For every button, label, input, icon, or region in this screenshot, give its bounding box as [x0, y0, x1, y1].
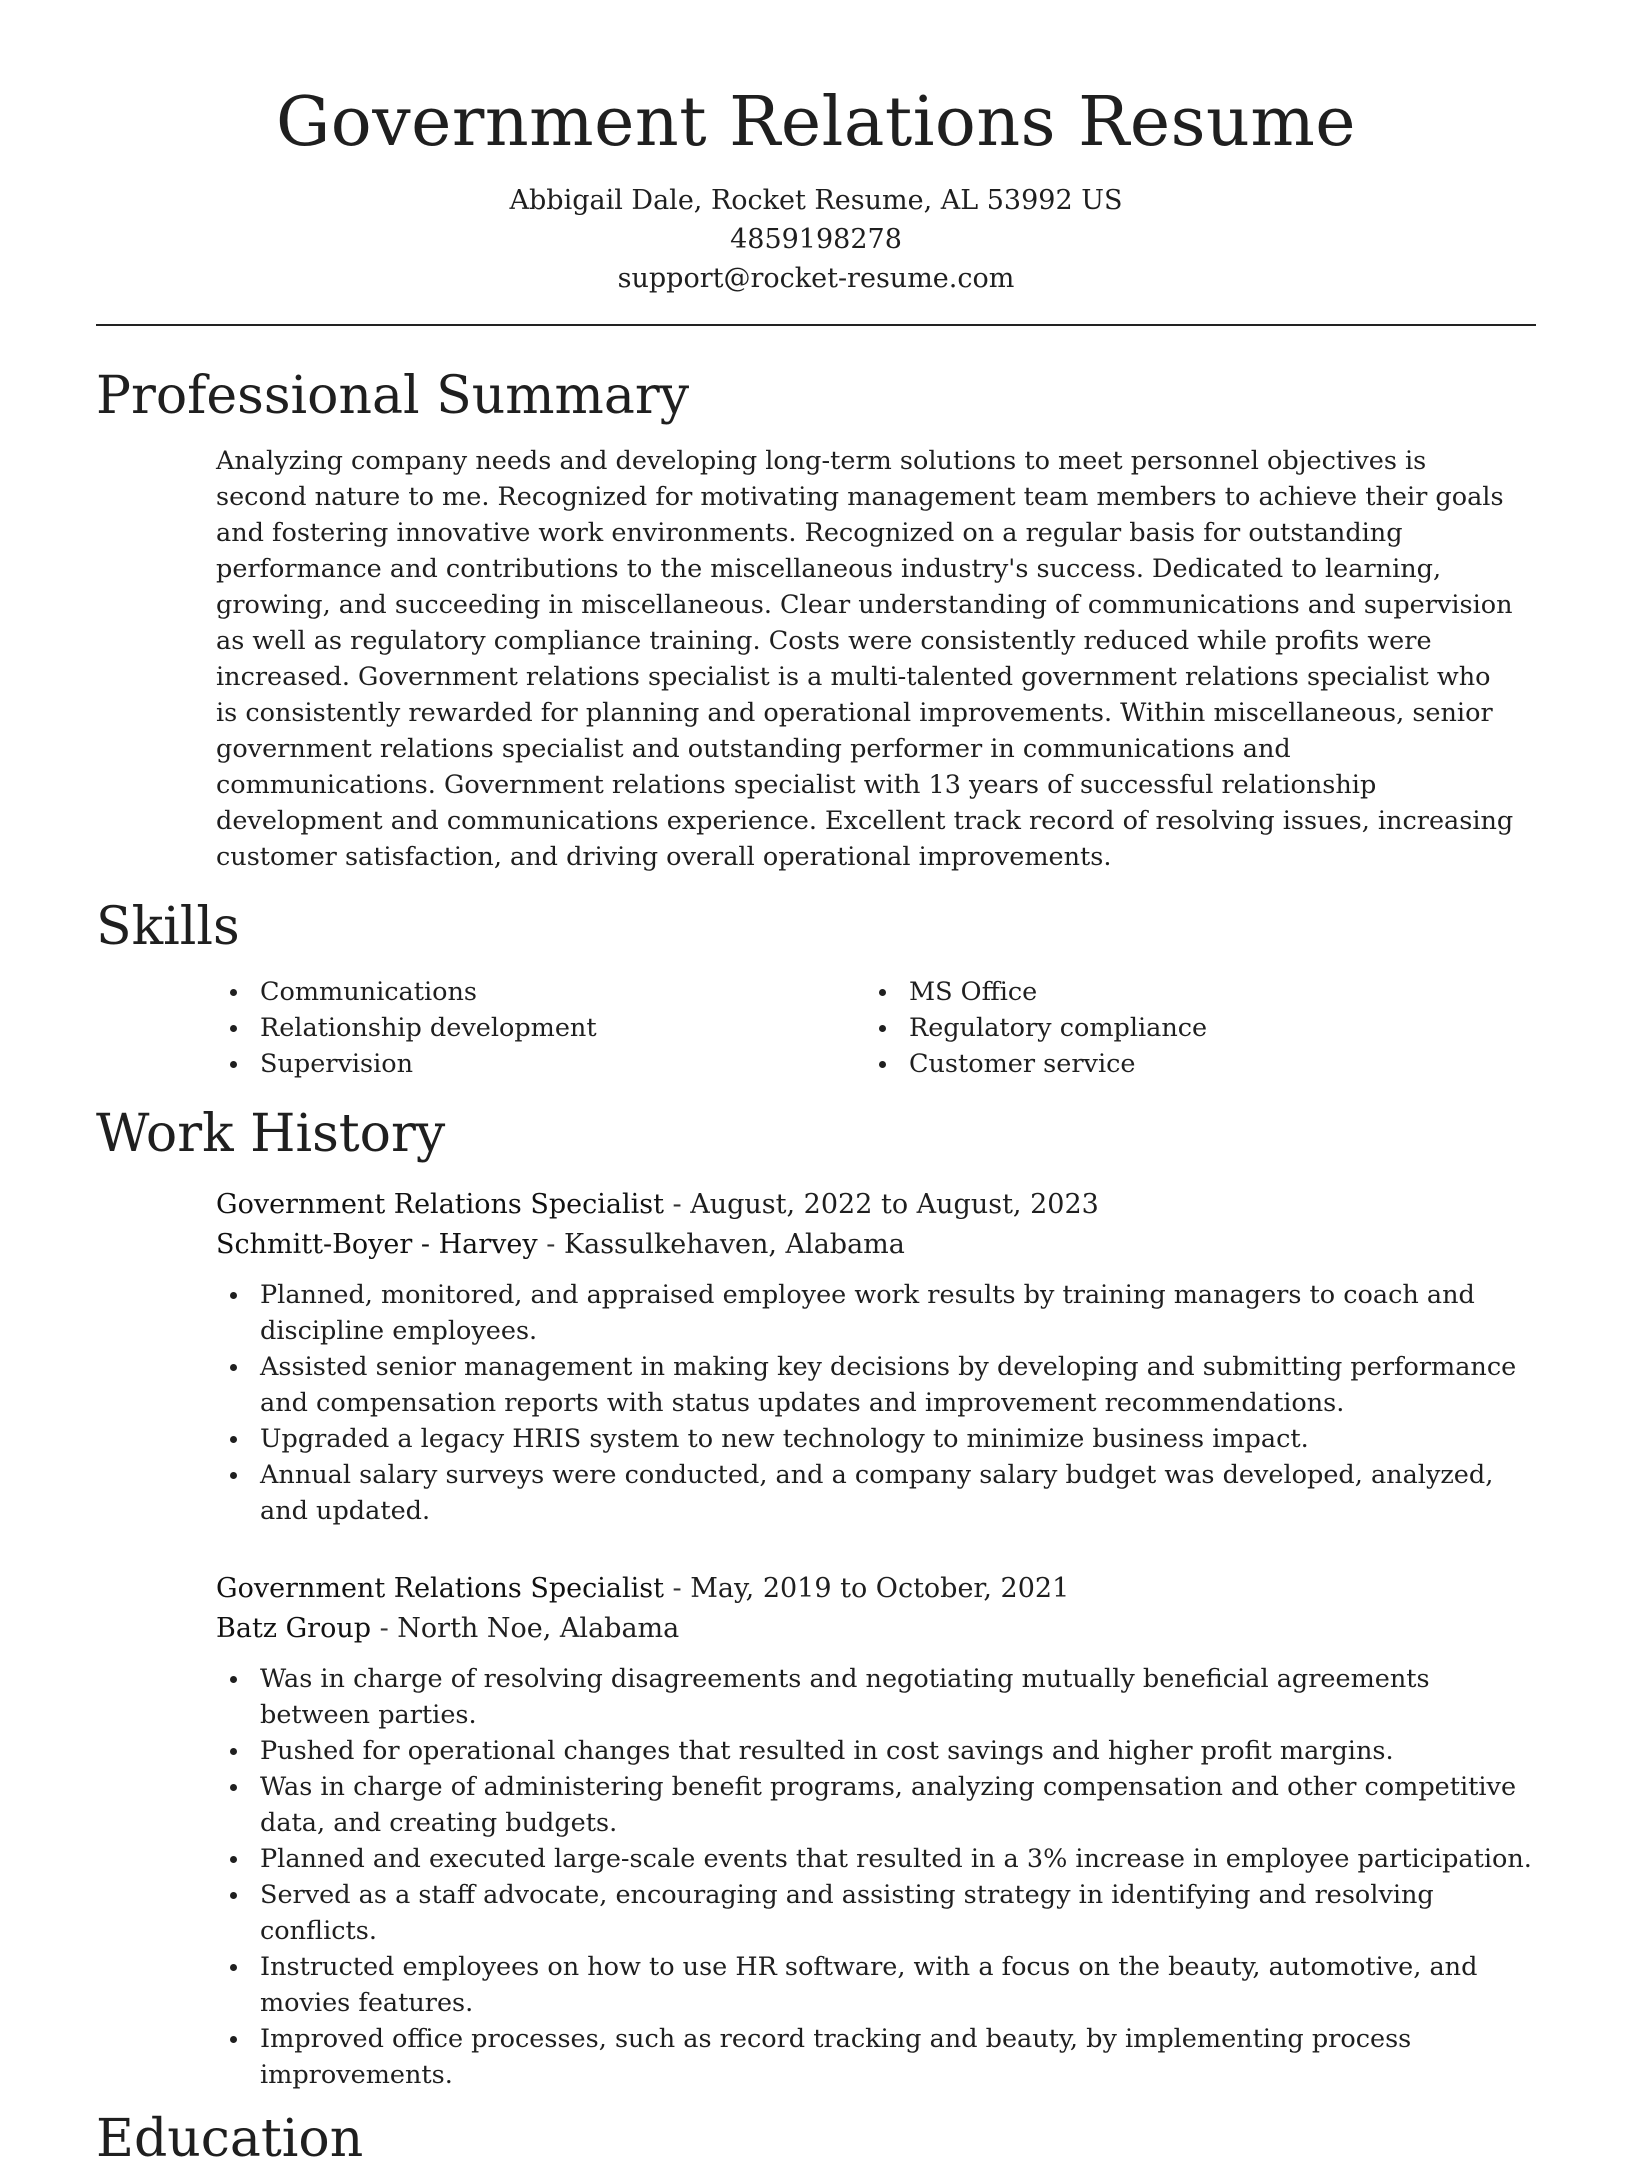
job-title: Government Relations Specialist: [216, 1573, 664, 1605]
work-history-heading: Work History: [96, 1104, 446, 1165]
summary-text: Analyzing company needs and developing long-term solutions to meet personnel objectives is second nature to me. Recognized for motivating management team members to achieve their goals and fostering innovative work environments. Recognized on a regular basis for outstanding performance and contributions to the miscellaneous industry's success. Dedicated to learning, growing, and succeeding in miscellaneous. Clear understanding of communications and supervision as well as regulatory compliance training. Costs were consistently reduced while profits were increased. Government relations specialist is a multi-talented government relations specialist who is consistently rewarded for planning and operational improvements. Within miscellaneous, senior government relations specialist and outstanding performer in communications and communications. Government relations specialist with 13 years of successful relationship development and communications experience. Excellent track record of resolving issues, increasing customer satisfaction, and driving overall operational improvements.: [216, 445, 1514, 872]
skills-heading: Skills: [96, 896, 240, 957]
job-title-line: Government Relations Specialist - May, 2019 to October, 2021: [216, 1573, 1070, 1605]
contact-email: support@rocket-resume.com: [617, 262, 1015, 294]
contact-phone: 4859198278: [730, 223, 902, 255]
job-dates: August, 2022 to August, 2023: [690, 1189, 1099, 1221]
job-bullets: [96, 1661, 1536, 2093]
job-bullet: Assisted senior management in making key decisions by developing and submitting performance and compensation reports with status updates and improvement recommendations.: [260, 1349, 1536, 1421]
job-bullet: Annual salary surveys were conducted, and a company salary budget was developed, analyzed, and updated.: [260, 1457, 1536, 1529]
resume-title: Government Relations Resume: [275, 83, 1357, 162]
job-company-line: Schmitt-Boyer - Harvey - Kassulkehaven, Alabama: [216, 1229, 905, 1261]
job-bullet: Instructed employees on how to use HR software, with a focus on the beauty, automotive, and movies features.: [260, 1949, 1536, 2021]
job-company-line: Batz Group - North Noe, Alabama: [216, 1613, 680, 1645]
job-entry: [96, 1185, 1536, 1529]
job-location: North Noe, Alabama: [397, 1613, 680, 1645]
skills-column-left: [216, 974, 865, 1082]
job-bullet: Upgraded a legacy HRIS system to new technology to minimize business impact.: [260, 1421, 1536, 1457]
skill-item: Communications: [260, 974, 865, 1010]
job-title-line: Government Relations Specialist - August, 2022 to August, 2023: [216, 1189, 1099, 1221]
contact-block: [96, 181, 1536, 298]
skill-item: Customer service: [909, 1046, 1514, 1082]
skill-item: Supervision: [260, 1046, 865, 1082]
skill-item: MS Office: [909, 974, 1514, 1010]
job-dates: May, 2019 to October, 2021: [690, 1573, 1070, 1605]
skills-list: [216, 974, 1536, 1082]
header-divider: [96, 324, 1536, 326]
skill-item: Regulatory compliance: [909, 1010, 1514, 1046]
job-title: Government Relations Specialist: [216, 1189, 664, 1221]
job-bullets: [96, 1277, 1536, 1529]
job-location: Kassulkehaven, Alabama: [563, 1229, 905, 1261]
job-company: Schmitt-Boyer - Harvey: [216, 1229, 538, 1261]
job-bullet: Planned and executed large-scale events that resulted in a 3% increase in employee participation.: [260, 1841, 1536, 1877]
job-bullet: Pushed for operational changes that resulted in cost savings and higher profit margins.: [260, 1733, 1536, 1769]
summary-heading: Professional Summary: [96, 365, 690, 426]
education-heading: Education: [96, 2109, 364, 2169]
job-bullet: Improved office processes, such as record tracking and beauty, by implementing process improvements.: [260, 2021, 1536, 2093]
job-entry: [96, 1569, 1536, 2093]
skills-column-right: [865, 974, 1514, 1082]
skill-item: Relationship development: [260, 1010, 865, 1046]
job-company: Batz Group: [216, 1613, 371, 1645]
job-bullet: Planned, monitored, and appraised employee work results by training managers to coach and discipline employees.: [260, 1277, 1536, 1349]
resume-page: [96, 0, 1536, 2169]
contact-address: Abbigail Dale, Rocket Resume, AL 53992 US: [509, 184, 1123, 216]
job-bullet: Was in charge of administering benefit programs, analyzing compensation and other competitive data, and creating budgets.: [260, 1769, 1536, 1841]
job-bullet: Was in charge of resolving disagreements and negotiating mutually beneficial agreements between parties.: [260, 1661, 1536, 1733]
job-bullet: Served as a staff advocate, encouraging and assisting strategy in identifying and resolving conflicts.: [260, 1877, 1536, 1949]
